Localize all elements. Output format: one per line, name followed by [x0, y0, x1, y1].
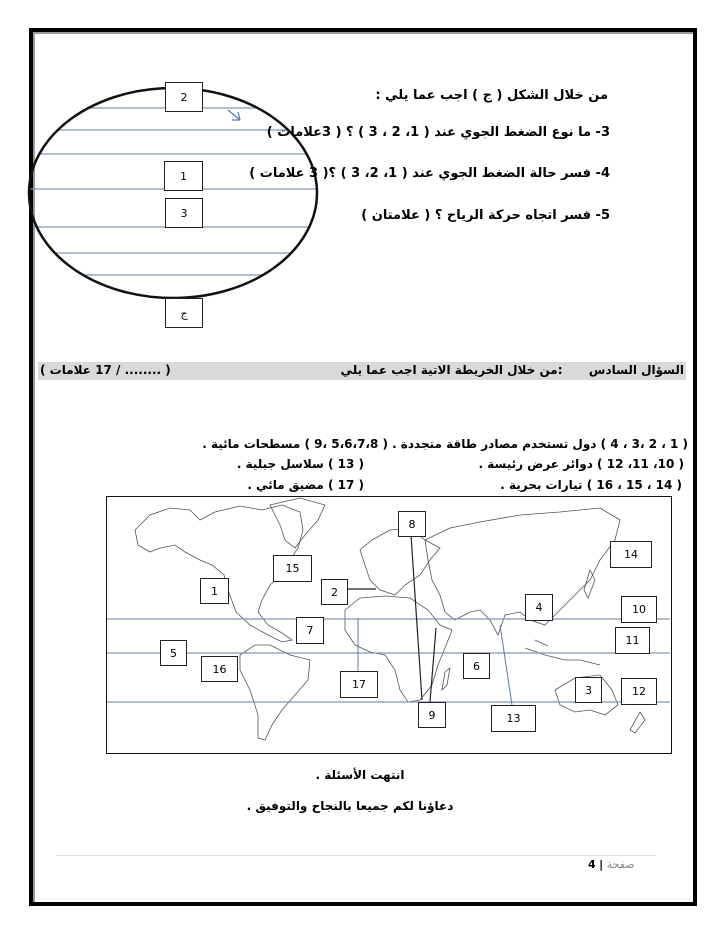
page-separator: | — [599, 858, 604, 871]
question-number: 3- — [595, 125, 610, 140]
map-box-16: 16 — [201, 656, 238, 682]
map-box-17: 17 — [340, 671, 378, 698]
globe-box-3: 3 — [165, 198, 203, 228]
question-number: 5- — [595, 208, 610, 223]
legend-latitudes: ( 10، 11، 12 ) دوائر عرض رئيسة . — [478, 457, 684, 471]
map-box-3: 3 — [575, 677, 602, 703]
map-box-2: 2 — [321, 579, 348, 605]
globe-box-2: 2 — [165, 82, 203, 112]
question-text: فسر اتجاه حركة الرياح ؟ ( علامتان ) — [361, 208, 592, 223]
map-box-14: 14 — [610, 541, 652, 568]
footer-divider — [56, 855, 656, 856]
page-footer — [588, 858, 635, 871]
legend-ocean-currents: ( 14 ، 15 ، 16 ) تيارات بحرية . — [500, 478, 682, 492]
legend-strait: ( 17 ) مضيق مائي . — [247, 478, 364, 492]
map-box-6: 6 — [463, 653, 490, 679]
map-box-10: 10 — [621, 596, 657, 623]
question6-instruction: :من خلال الخريطة الاتية اجب عما يلي — [340, 363, 563, 377]
legend-water-bodies: ( 5،6،7،8 ،9 ) مسطحات مائية . — [202, 437, 388, 451]
question-text: ما نوع الضغط الجوي عند ( 1، 2 ، 3 ) ؟ ( 3علامات ) — [266, 125, 592, 140]
map-box-9: 9 — [418, 702, 446, 728]
map-box-15: 15 — [273, 555, 312, 582]
figure-label-box: ج — [165, 298, 203, 328]
page-number: 4 — [588, 858, 596, 871]
globe-box-1: 1 — [164, 161, 203, 191]
map-box-11: 11 — [615, 627, 650, 654]
map-box-4: 4 — [525, 594, 553, 621]
section-intro: من خلال الشكل ( ج ) اجب عما يلي : — [375, 88, 608, 103]
map-box-12: 12 — [621, 678, 657, 705]
question-number: 4- — [595, 166, 610, 181]
page-word: صفحة — [606, 858, 635, 871]
question6-marks: ( ........ / 17 علامات ) — [40, 363, 171, 377]
map-box-1: 1 — [200, 578, 229, 604]
legend-renewable-energy: ( 1 ، 2 ،3 ، 4 ) دول تستخدم مصادر طاقة متجددة . — [392, 437, 688, 451]
map-box-8: 8 — [398, 511, 426, 537]
closing-good-luck: دعاؤنا لكم جميعا بالنجاح والتوفيق . — [246, 799, 454, 813]
legend-mountain-ranges: ( 13 ) سلاسل جبلية . — [236, 457, 364, 471]
map-box-7: 7 — [296, 617, 324, 644]
question-text: فسر حالة الضغط الجوي عند ( 1، 2، 3 ) ؟( 3 علامات ) — [249, 166, 592, 181]
map-box-5: 5 — [160, 640, 187, 666]
map-box-13: 13 — [491, 705, 536, 732]
closing-end-of-questions: انتهت الأسئلة . — [315, 768, 405, 782]
question6-title: السؤال السادس — [588, 363, 684, 377]
